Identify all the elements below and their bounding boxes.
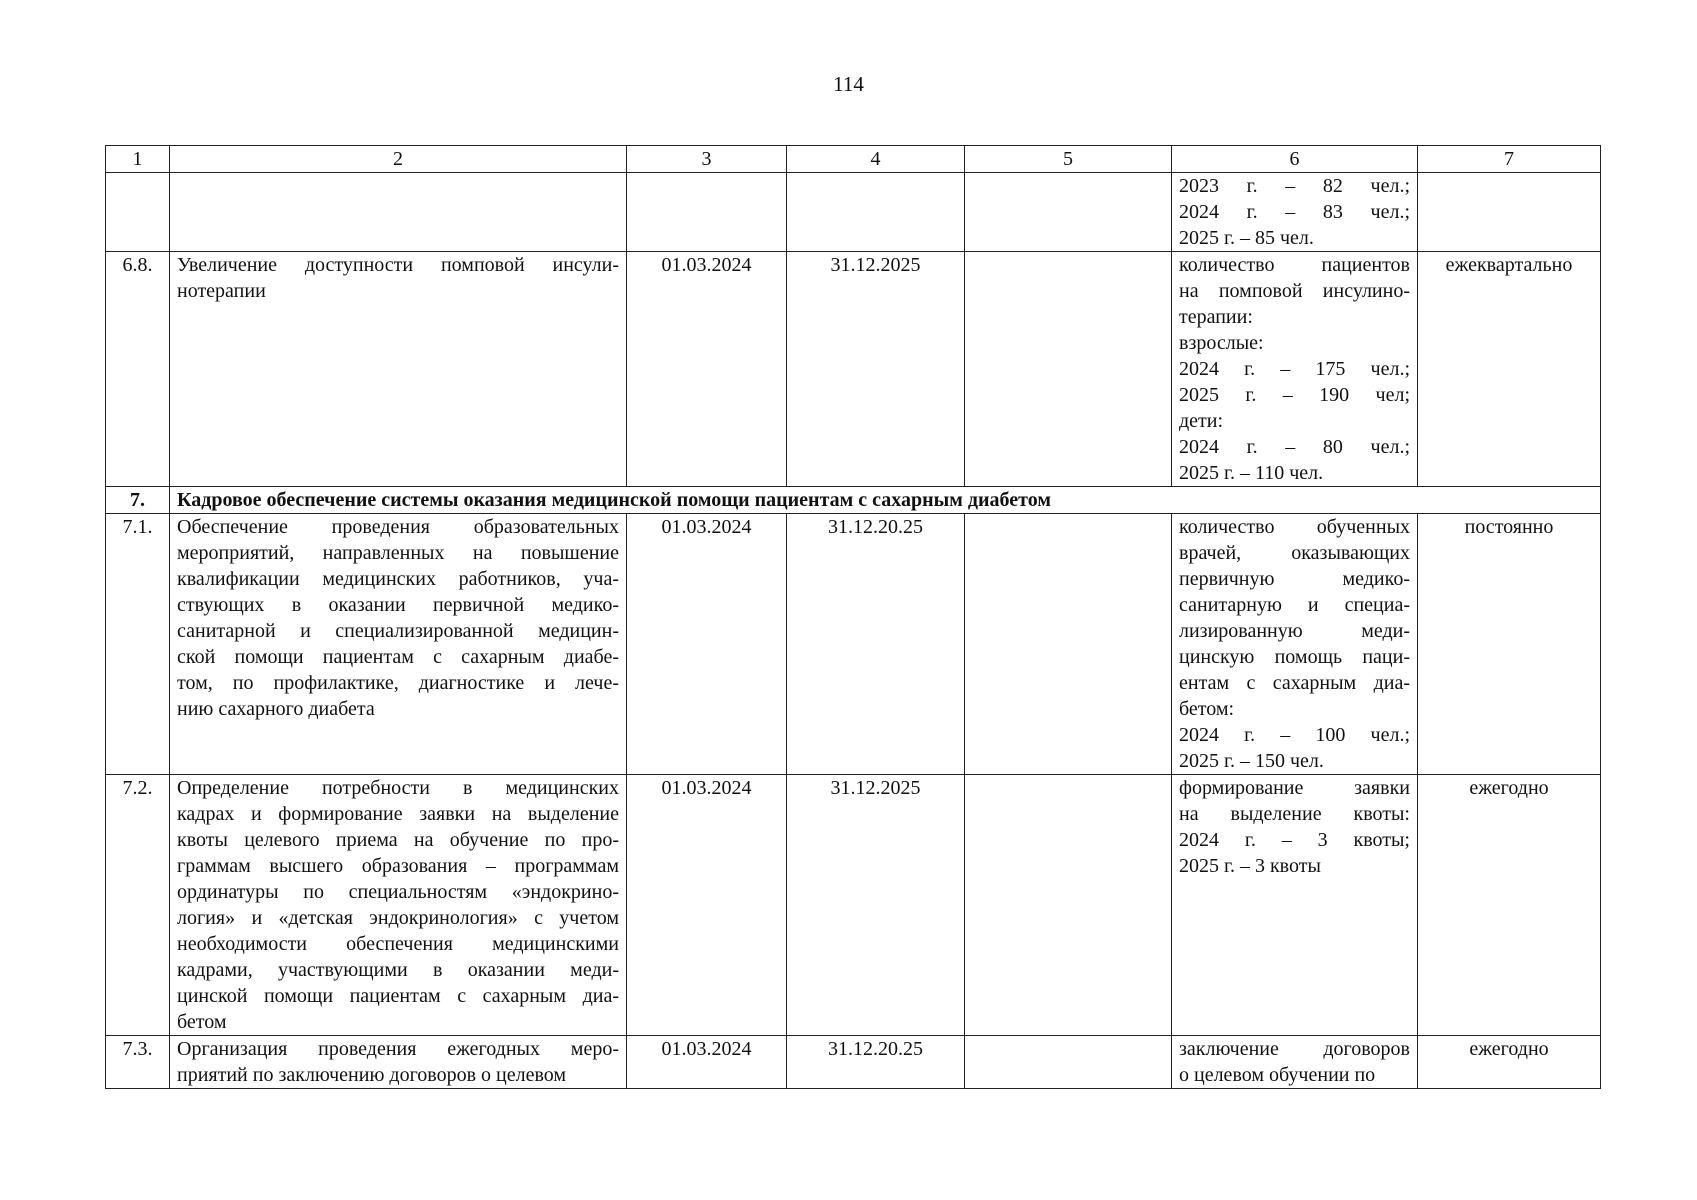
- item-description-line: мероприятий, направленных на повышение: [177, 542, 619, 564]
- indicator-line: санитарную и специа-: [1179, 594, 1410, 616]
- indicator-line: врачей, оказывающих: [1179, 542, 1410, 564]
- item-description: [170, 252, 627, 487]
- item-description-line: кадрами, участвующими в оказании меди-: [177, 959, 619, 981]
- start-date: 01.03.2024: [627, 775, 787, 1036]
- start-date: 01.03.2024: [627, 252, 787, 487]
- item-description-line: приятий по заключению договоров о целевом: [177, 1064, 567, 1086]
- item-description-line: нотерапии: [177, 280, 266, 302]
- section-number: 7.: [106, 487, 170, 514]
- frequency: постоянно: [1418, 514, 1601, 775]
- section-row: [106, 487, 1601, 514]
- indicator: [1172, 514, 1418, 775]
- item-description: [170, 775, 627, 1036]
- indicator-line: 2025 г. – 190 чел;: [1179, 384, 1410, 406]
- item-description: [170, 173, 627, 252]
- item-description-line: кадрах и формирование заявки на выделение: [177, 803, 619, 825]
- indicator-line: терапии:: [1179, 306, 1253, 328]
- table-row: [106, 775, 1601, 1036]
- responsible: [965, 775, 1172, 1036]
- indicator-line: на выделение квоты:: [1179, 803, 1410, 825]
- start-date: [627, 173, 787, 252]
- frequency: [1418, 173, 1601, 252]
- indicator-line: цинскую помощь паци-: [1179, 646, 1410, 668]
- item-description-line: граммам высшего образования – программам: [177, 855, 619, 877]
- item-description-line: том, по профилактике, диагностике и лече-: [177, 672, 619, 694]
- plan-table: [105, 145, 1601, 1089]
- item-number: 7.2.: [106, 775, 170, 1036]
- indicator-line: 2025 г. – 85 чел.: [1179, 227, 1314, 249]
- item-description-line: Организация проведения ежегодных меро-: [177, 1038, 619, 1060]
- page-number: 114: [833, 72, 864, 96]
- item-description: [170, 1036, 627, 1089]
- item-description-line: логия» и «детская эндокринология» с учетом: [177, 907, 619, 929]
- section-title: Кадровое обеспечение системы оказания медицинской помощи пациентам с сахарным диабетом: [170, 487, 1601, 514]
- indicator-line: количество обученных: [1179, 516, 1410, 538]
- column-number: 3: [627, 146, 787, 173]
- end-date: 31.12.20.25: [787, 514, 965, 775]
- item-number: 7.3.: [106, 1036, 170, 1089]
- item-description-line: бетом: [177, 1011, 227, 1033]
- item-description-line: ствующих в оказании первичной медико-: [177, 594, 619, 616]
- column-number: 2: [170, 146, 627, 173]
- item-number: [106, 173, 170, 252]
- table-row: [106, 514, 1601, 775]
- item-description-line: нию сахарного диабета: [177, 698, 375, 720]
- indicator: [1172, 775, 1418, 1036]
- indicator-line: 2025 г. – 110 чел.: [1179, 462, 1324, 484]
- indicator-line: лизированную меди-: [1179, 620, 1410, 642]
- indicator-line: 2024 г. – 3 квоты;: [1179, 829, 1410, 851]
- indicator-line: 2025 г. – 150 чел.: [1179, 750, 1324, 772]
- table-header-row: [106, 146, 1601, 173]
- end-date: 31.12.2025: [787, 252, 965, 487]
- start-date: 01.03.2024: [627, 514, 787, 775]
- indicator-line: первичную медико-: [1179, 568, 1410, 590]
- indicator-line: формирование заявки: [1179, 777, 1410, 799]
- indicator: [1172, 173, 1418, 252]
- indicator-line: количество пациентов: [1179, 254, 1410, 276]
- indicator-line: 2023 г. – 82 чел.;: [1179, 175, 1410, 197]
- frequency: ежегодно: [1418, 1036, 1601, 1089]
- item-description-line: Увеличение доступности помповой инсули-: [177, 254, 619, 276]
- item-description-line: Обеспечение проведения образовательных: [177, 516, 619, 538]
- column-number: 7: [1418, 146, 1601, 173]
- item-description-line: Определение потребности в медицинских: [177, 777, 619, 799]
- item-number: 6.8.: [106, 252, 170, 487]
- indicator-line: 2024 г. – 80 чел.;: [1179, 436, 1410, 458]
- indicator-line: на помповой инсулино-: [1179, 280, 1410, 302]
- item-description-line: ординатуры по специальностям «эндокрино-: [177, 881, 619, 903]
- indicator: [1172, 252, 1418, 487]
- end-date: [787, 173, 965, 252]
- responsible: [965, 173, 1172, 252]
- end-date: 31.12.2025: [787, 775, 965, 1036]
- item-description-line: санитарной и специализированной медицин-: [177, 620, 619, 642]
- indicator-line: о целевом обучении по: [1179, 1064, 1376, 1086]
- item-description-line: ской помощи пациентам с сахарным диабе-: [177, 646, 619, 668]
- column-number: 4: [787, 146, 965, 173]
- indicator-line: бетом:: [1179, 698, 1235, 720]
- table-row: [106, 173, 1601, 252]
- item-description-line: цинской помощи пациентам с сахарным диа-: [177, 985, 619, 1007]
- responsible: [965, 1036, 1172, 1089]
- indicator-line: 2024 г. – 100 чел.;: [1179, 724, 1410, 746]
- column-number: 6: [1172, 146, 1418, 173]
- start-date: 01.03.2024: [627, 1036, 787, 1089]
- indicator-line: заключение договоров: [1179, 1038, 1410, 1060]
- responsible: [965, 514, 1172, 775]
- responsible: [965, 252, 1172, 487]
- indicator: [1172, 1036, 1418, 1089]
- indicator-line: ентам с сахарным диа-: [1179, 672, 1410, 694]
- indicator-line: взрослые:: [1179, 332, 1264, 354]
- item-number: 7.1.: [106, 514, 170, 775]
- item-description: [170, 514, 627, 775]
- item-description-line: квоты целевого приема на обучение по про-: [177, 829, 619, 851]
- indicator-line: 2025 г. – 3 квоты: [1179, 855, 1321, 877]
- indicator-line: 2024 г. – 83 чел.;: [1179, 201, 1410, 223]
- indicator-line: дети:: [1179, 410, 1224, 432]
- table-row: [106, 252, 1601, 487]
- end-date: 31.12.20.25: [787, 1036, 965, 1089]
- item-description-line: необходимости обеспечения медицинскими: [177, 933, 619, 955]
- table-row: [106, 1036, 1601, 1089]
- frequency: ежеквартально: [1418, 252, 1601, 487]
- column-number: 1: [106, 146, 170, 173]
- frequency: ежегодно: [1418, 775, 1601, 1036]
- item-description-line: квалификации медицинских работников, уча-: [177, 568, 619, 590]
- column-number: 5: [965, 146, 1172, 173]
- indicator-line: 2024 г. – 175 чел.;: [1179, 358, 1410, 380]
